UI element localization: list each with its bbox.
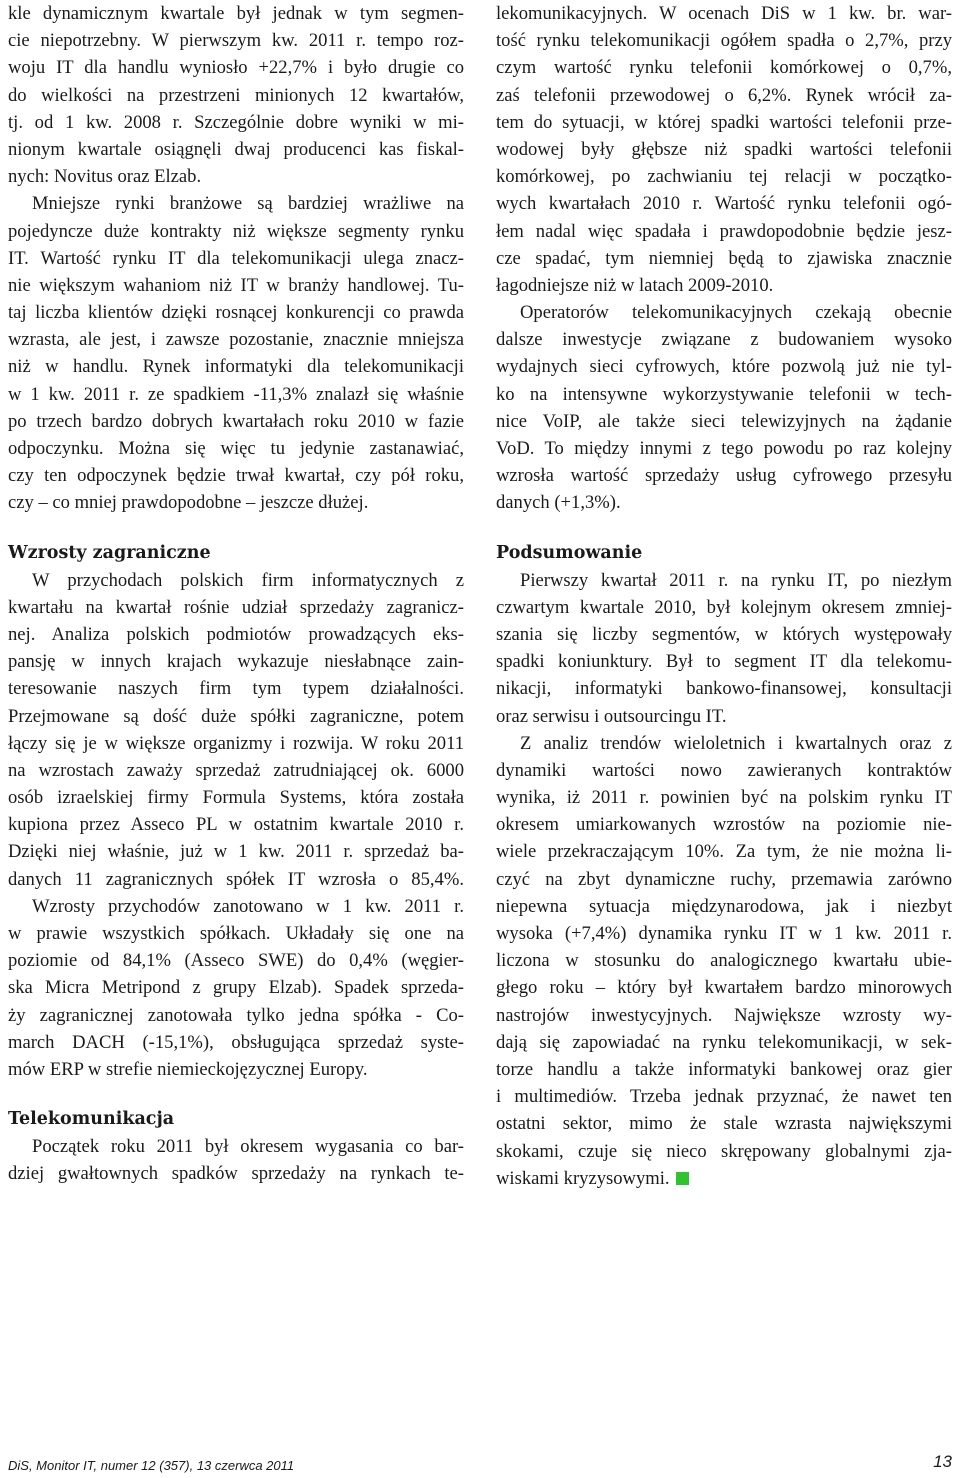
line-text: okresem umiarkowanych wzrostów na poziomie nie-	[496, 814, 952, 836]
text-line	[8, 703, 464, 730]
line-text: teresowanie naszych firm tym typem działalności.	[8, 678, 464, 700]
line-text: łem nadal więc spadała i prawdopodobnie będzie jesz-	[496, 220, 952, 242]
line-text: czy – co mniej prawdopodobne – jeszcze dłużej.	[8, 492, 369, 514]
line-text: woju IT dla handlu wyniosło +22,7% i było drugie co	[8, 57, 464, 79]
text-line	[496, 675, 952, 702]
section-gap	[496, 517, 952, 539]
line-text: po trzech bardzo dobrych kwartałach roku 2010 w fazie	[8, 410, 464, 432]
text-line	[8, 1029, 464, 1056]
right-column	[496, 0, 952, 1192]
text-line	[496, 703, 952, 730]
text-line	[496, 408, 952, 435]
line-text: nych: Novitus oraz Elzab.	[8, 166, 202, 188]
text-line	[496, 594, 952, 621]
line-text: taj liczba klientów dzięki rosnącej konkurencji co prawda	[8, 302, 464, 324]
text-line	[8, 326, 464, 353]
text-line	[496, 0, 952, 27]
text-line	[8, 190, 464, 217]
text-line	[496, 757, 952, 784]
text-line	[496, 163, 952, 190]
line-text: tość rynku telekomunikacji ogółem spadła o 2,7%, przy	[496, 30, 952, 52]
text-line	[496, 920, 952, 947]
text-line	[496, 109, 952, 136]
text-line	[496, 784, 952, 811]
text-line	[8, 974, 464, 1001]
text-line	[8, 408, 464, 435]
line-text: Pierwszy kwartał 2011 r. na rynku IT, po niezłym	[520, 569, 952, 591]
text-line	[496, 326, 952, 353]
text-line	[8, 675, 464, 702]
text-line	[496, 730, 952, 757]
text-line	[8, 567, 464, 594]
text-line	[496, 353, 952, 380]
line-text: Przejmowane są dość duże spółki zagraniczne, potem	[8, 705, 464, 727]
text-line	[496, 974, 952, 1001]
line-text: czy ten odpoczynek będzie trwał kwartał, czy pół roku,	[8, 465, 464, 487]
line-text: kupiona przez Asseco PL w ostatnim kwartale 2010 r.	[8, 814, 464, 836]
text-line	[8, 1002, 464, 1029]
line-text: w 1 kw. 2011 r. ze spadkiem -11,3% znalazł się właśnie	[8, 383, 464, 405]
line-text: cie niepotrzebny. W pierwszym kw. 2011 r. tempo roz-	[8, 30, 464, 52]
text-line	[496, 489, 952, 516]
line-text: VoD. To między innymi z tego powodu po raz kolejny	[496, 438, 952, 459]
line-text: liczona w stosunku do analogicznego kwartału ubie-	[496, 950, 952, 972]
text-line	[8, 866, 464, 893]
text-line	[496, 838, 952, 865]
line-text: komórkowej, po zachwianiu tej relacji w początko-	[496, 166, 952, 188]
line-text: oraz serwisu i outsourcingu IT.	[496, 705, 727, 727]
text-line	[8, 218, 464, 245]
text-line	[8, 245, 464, 272]
line-text: IT. Wartość rynku IT dla telekomunikacji ulega znacz-	[8, 247, 464, 269]
line-text: czym wartość rynku telefonii komórkowej o 0,7%,	[496, 57, 952, 79]
line-text: wysoka (+7,4%) dynamika rynku IT w 1 kw. 2011 r.	[496, 923, 952, 944]
line-text: wzrasta, ale jest, i zawsze pozostanie, znacznie mniejsza	[8, 329, 464, 351]
line-text: Z analiz trendów wieloletnich i kwartalnych oraz z	[520, 732, 952, 754]
line-text: wzrosła wartość sprzedaży usług cyfrowego przesyłu	[496, 465, 952, 487]
line-text: odpoczynku. Można się więc tu jedynie zastanawiać,	[8, 438, 464, 459]
text-line	[8, 136, 464, 163]
line-text: ostatni sektor, mimo że stale wzrasta największymi	[496, 1113, 952, 1135]
text-line	[8, 163, 464, 190]
text-line	[496, 567, 952, 594]
line-text: czwartym kwartale 2010, był kolejnym okresem zmniej-	[496, 596, 952, 618]
section-heading: Wzrosty zagraniczne	[8, 542, 211, 563]
line-text: spadki koniunktury. Był to segment IT dla telekomu-	[496, 651, 952, 673]
page-footer	[8, 1452, 952, 1474]
line-text: ska Micra Metripond z grupy Elzab). Spadek sprzeda-	[8, 977, 464, 999]
text-line	[8, 757, 464, 784]
text-line	[496, 82, 952, 109]
line-text: torze handlu a także informatyki bankowej oraz gier	[496, 1058, 952, 1080]
text-line	[496, 1138, 952, 1165]
text-line	[496, 136, 952, 163]
section-gap	[8, 1083, 464, 1105]
text-line	[496, 893, 952, 920]
line-text: Wzrosty przychodów zanotowano w 1 kw. 2011 r.	[32, 895, 464, 917]
line-text: czyć na zbyt dynamiczne ruchy, przemawia zarówno	[496, 868, 952, 890]
footer-publication: DiS, Monitor IT, numer 12 (357), 13 czerwca 2011	[8, 1458, 295, 1473]
section-heading: Podsumowanie	[496, 542, 643, 563]
text-line	[496, 621, 952, 648]
text-line	[496, 218, 952, 245]
line-text: do wielkości na przestrzeni minionych 12 kwartałów,	[8, 84, 464, 106]
text-line	[8, 489, 464, 516]
line-text: dalsze inwestycje związane z budowaniem wysoko	[496, 329, 952, 351]
line-text: Dzięki niej właśnie, już w 1 kw. 2011 r. sprzedaż ba-	[8, 841, 464, 863]
line-text: skokami, czuje się nieco skrępowany globalnymi zja-	[496, 1140, 952, 1162]
line-text: dają się zapowiadać na rynku telekomunikacji, w sek-	[496, 1031, 952, 1053]
line-text: nie większym wahaniom niż IT w branży handlowej. Tu-	[8, 274, 464, 296]
text-line	[8, 1160, 464, 1187]
text-line	[8, 299, 464, 326]
text-line	[8, 784, 464, 811]
text-line	[496, 462, 952, 489]
line-text: mów ERP w strefie niemieckojęzycznej Europy.	[8, 1058, 368, 1080]
text-line	[496, 648, 952, 675]
text-line	[8, 730, 464, 757]
line-text: ko na intensywne wykorzystywanie telefonii w tech-	[496, 383, 952, 405]
text-line	[8, 54, 464, 81]
line-text: W przychodach polskich firm informatycznych z	[32, 569, 464, 591]
text-line	[8, 109, 464, 136]
line-text: nej. Analiza polskich podmiotów prowadzących eks-	[8, 623, 464, 645]
line-text: zaś telefonii przewodowej o 6,2%. Rynek wrócił za-	[496, 84, 952, 106]
line-text: niż w handlu. Rynek informatyki dla telekomunikacji	[8, 356, 464, 378]
text-line	[8, 594, 464, 621]
line-text: dynamiki wartości nowo zawieranych kontraktów	[496, 759, 952, 781]
line-text: wiskami kryzysowymi.	[496, 1167, 670, 1189]
line-text: tem do sytuacji, w której spadki wartości telefonii prze-	[496, 111, 952, 133]
line-text: wynika, iż 2011 r. powinien być na polskim rynku IT	[496, 787, 952, 809]
line-text: łagodniejsze niż w latach 2009-2010.	[496, 274, 774, 296]
line-text: nionym kwartale osiągnęli dwaj producenci kas fiskal-	[8, 138, 464, 160]
line-text: danych 11 zagranicznych spółek IT wzrosła o 85,4%.	[8, 868, 464, 890]
line-text: głego roku – który był kwartałem bardzo minorowych	[496, 977, 952, 999]
line-text: march DACH (-15,1%), obsługująca sprzedaż syste-	[8, 1031, 464, 1053]
line-text: wych kwartałach 2010 r. Wartość rynku telefonii ogó-	[496, 193, 952, 215]
line-text: tj. od 1 kw. 2008 r. Szczególnie dobre wyniki w mi-	[8, 111, 464, 133]
text-line	[8, 621, 464, 648]
text-line	[8, 838, 464, 865]
line-text: pojedyncze duże kontrakty niż większe segmenty rynku	[8, 220, 464, 242]
text-line	[496, 435, 952, 462]
line-text: nastrojów inwestycyjnych. Największe wzrosty wy-	[496, 1004, 952, 1026]
line-text: pansję w innych krajach wykazuje niesłabnące zain-	[8, 651, 464, 673]
text-line	[8, 1133, 464, 1160]
text-line	[496, 1083, 952, 1110]
line-text: niepewna sytuacja międzynarodowa, jak i niezbyt	[496, 895, 952, 917]
text-line	[496, 27, 952, 54]
line-text: Mniejsze rynki branżowe są bardziej wrażliwe na	[32, 193, 464, 215]
line-text: kle dynamicznym kwartale był jednak w tym segmen-	[8, 3, 464, 24]
line-text: w prawie wszystkich spółkach. Układały się one na	[8, 923, 464, 944]
line-text: wydajnych sieci cyfrowych, które pozwolą już nie tyl-	[496, 356, 952, 378]
text-line	[496, 1165, 952, 1192]
text-line	[8, 435, 464, 462]
line-text: kwartału na kwartał rośnie udział sprzedaży zagranicz-	[8, 596, 464, 618]
line-text: cze spadać, tym niemniej będą to zjawiska znacznie	[496, 247, 952, 269]
text-line	[8, 947, 464, 974]
line-text: i multimediów. Trzeba jednak przyznać, że nawet ten	[496, 1086, 952, 1108]
line-text: ży zagranicznej zanotowała tylko jedna spółka - Co-	[8, 1004, 464, 1026]
text-line	[496, 1002, 952, 1029]
text-line	[8, 0, 464, 27]
line-text: lekomunikacyjnych. W ocenach DiS w 1 kw. br. war-	[496, 3, 952, 24]
text-line	[496, 272, 952, 299]
text-line	[8, 811, 464, 838]
section-gap	[8, 517, 464, 539]
line-text: na wzrostach zaważy sprzedaż zatrudniającej ok. 6000	[8, 759, 464, 781]
text-line	[496, 381, 952, 408]
text-line	[8, 353, 464, 380]
text-line	[8, 893, 464, 920]
text-line	[8, 27, 464, 54]
line-text: wiele przekraczającym 10%. Za tym, że nie można li-	[496, 841, 952, 863]
line-text: szania się liczby segmentów, w których występowały	[496, 623, 952, 645]
text-line	[496, 54, 952, 81]
text-line	[496, 190, 952, 217]
line-text: Operatorów telekomunikacyjnych czekają obecnie	[520, 302, 952, 324]
text-line	[496, 947, 952, 974]
text-line	[496, 811, 952, 838]
text-line	[8, 381, 464, 408]
text-line	[8, 648, 464, 675]
line-text: nikacji, informatyki bankowo-finansowej, konsultacji	[496, 678, 952, 700]
section-heading: Telekomunikacja	[8, 1109, 175, 1130]
text-line	[496, 1056, 952, 1083]
text-line	[496, 299, 952, 326]
line-text: nice VoIP, ale także sieci telewizyjnych na żądanie	[496, 410, 952, 432]
line-text: danych (+1,3%).	[496, 492, 621, 514]
line-text: łączy się je w większe organizmy i rozwija. W roku 2011	[8, 732, 464, 754]
left-column	[8, 0, 464, 1188]
text-line	[496, 866, 952, 893]
line-text: poziomie od 84,1% (Asseco SWE) do 0,4% (węgier-	[8, 950, 464, 972]
line-text: wodowej były głębsze niż spadki wartości telefonii	[496, 138, 952, 160]
end-of-article-mark	[676, 1172, 689, 1185]
text-line	[496, 245, 952, 272]
text-line	[496, 1110, 952, 1137]
line-text: osób izraelskiej firmy Formula Systems, która została	[8, 787, 464, 809]
text-line	[496, 1029, 952, 1056]
text-line	[8, 462, 464, 489]
line-text: dziej gwałtownych spadków sprzedaży na rynkach te-	[8, 1163, 464, 1185]
text-line	[8, 272, 464, 299]
page-number: 13	[933, 1452, 952, 1471]
text-line	[8, 920, 464, 947]
line-text: Początek roku 2011 był okresem wygasania co bar-	[32, 1136, 464, 1158]
text-line	[8, 1056, 464, 1083]
text-line	[8, 82, 464, 109]
